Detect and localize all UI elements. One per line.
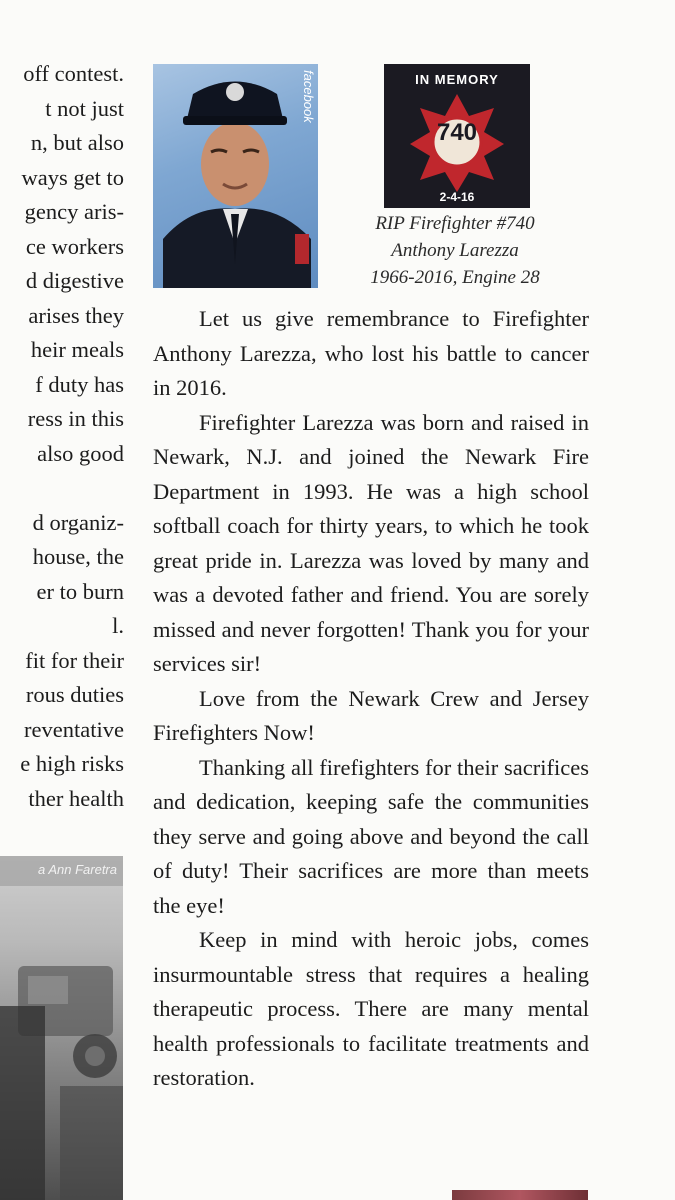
left-column-line: arises they — [28, 302, 124, 328]
left-column-line: er to burn — [36, 578, 124, 604]
left-column-text — [0, 57, 124, 816]
article-paragraph: Love from the Newark Crew and Jersey Firefighters Now! — [153, 685, 589, 745]
photo-caption — [350, 210, 560, 291]
portrait-illustration — [153, 64, 318, 288]
left-column-line: also good — [37, 440, 124, 466]
left-column-line: ways get to — [21, 164, 124, 190]
left-column-line: reventative — [24, 716, 124, 742]
article-paragraph: Firefighter Larezza was born and raised in Newark, N.J. and joined the Newark Fire Department in 1993. He was a high school softball coach for thirty years, to which he took great pride in. Larezza was loved by many and was a devoted father and friend. You are sorely missed and never forgotten! Thank you for your services sir! — [153, 409, 589, 676]
left-column-line: f duty has — [35, 371, 124, 397]
fire-truck-silhouette — [0, 856, 123, 1200]
caption-line: Anthony Larezza — [391, 240, 519, 261]
left-column-line — [0, 471, 124, 506]
left-column-line: d digestive — [25, 268, 124, 293]
article-paragraph: Thanking all firefighters for their sacrifices and dedication, keeping safe the communities they serve and going above and beyond the call of duty! Their sacrifices are more than meets the eye! — [153, 754, 589, 918]
article-paragraph: Let us give remembrance to Firefighter Anthony Larezza, who lost his battle to cancer in 2016. — [153, 306, 589, 400]
left-column-line: off contest. — [23, 61, 124, 86]
memorial-number: 740 — [436, 119, 478, 146]
left-column-line: rous duties — [25, 682, 124, 707]
left-column-line: n, but also — [30, 130, 124, 155]
caption-line: RIP Firefighter #740 — [375, 213, 535, 234]
left-column-line: gency aris- — [24, 199, 124, 224]
memorial-date: 2-4-16 — [439, 190, 475, 204]
left-column-line: l. — [112, 613, 124, 638]
left-column-line: d organiz- — [32, 509, 124, 535]
facebook-watermark: facebook — [301, 70, 316, 123]
bottom-photo — [452, 1190, 588, 1200]
article-body — [153, 302, 589, 1096]
firefighter-portrait — [153, 64, 318, 288]
photo-credit: a Ann Faretra — [37, 862, 117, 877]
article-paragraph: Keep in mind with heroic jobs, comes insurmountable stress that requires a healing therapeutic process. There are many mental health professionals to facilitate treatments and restoration. — [153, 927, 589, 1090]
left-column-line: fit for their — [25, 647, 124, 673]
left-column-line: ress in this — [27, 406, 124, 431]
left-column-line: e high risks — [20, 751, 124, 776]
memorial-banner: IN MEMORY — [415, 72, 499, 87]
caption-line: 1966-2016, Engine 28 — [370, 267, 540, 288]
left-column-line: heir meals — [30, 337, 124, 362]
left-column-line: house, the — [32, 544, 124, 569]
left-column-line: ther health — [28, 785, 124, 811]
memorial-badge — [384, 64, 530, 208]
fire-truck-photo — [0, 856, 123, 1200]
left-column-line: t not just — [45, 95, 124, 121]
left-column-line: ce workers — [25, 233, 124, 259]
